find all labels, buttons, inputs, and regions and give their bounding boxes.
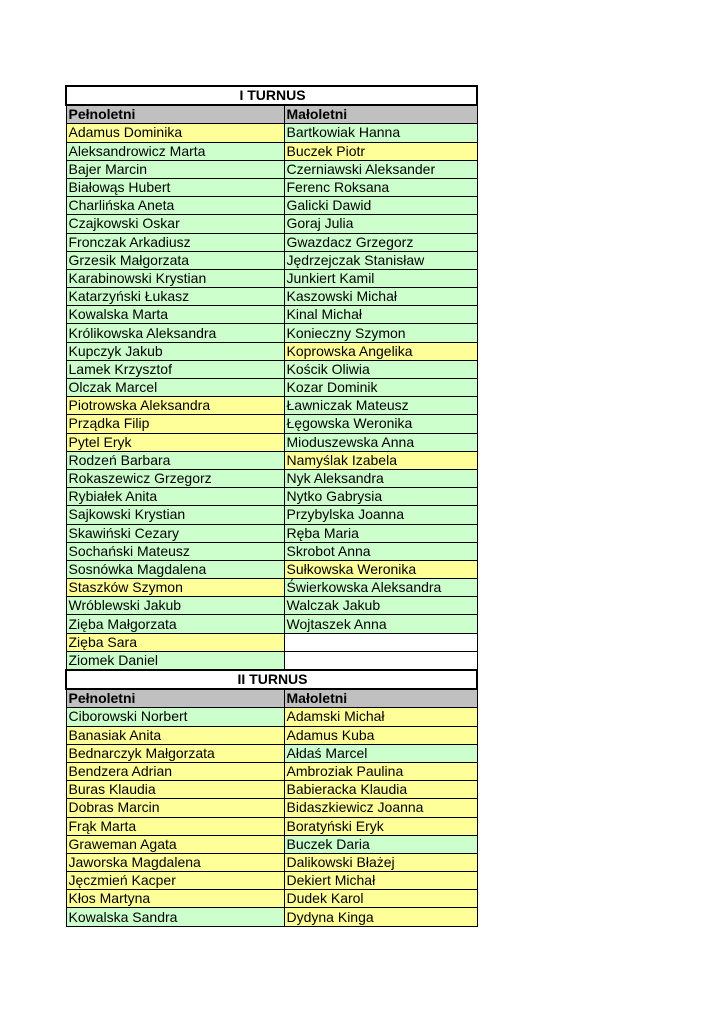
minor-name-cell[interactable]: Boratyński Eryk bbox=[284, 817, 477, 835]
minor-name-cell[interactable]: Kaszowski Michał bbox=[284, 288, 477, 306]
adult-name-cell[interactable]: Bajer Marcin bbox=[66, 160, 284, 178]
table-row bbox=[66, 853, 477, 871]
minor-name-cell[interactable]: Adamus Kuba bbox=[284, 726, 477, 744]
table-row bbox=[66, 233, 477, 251]
minor-name-cell[interactable]: Kościk Oliwia bbox=[284, 360, 477, 378]
minor-name-cell[interactable]: Buczek Piotr bbox=[284, 142, 477, 160]
minor-name-cell[interactable]: Dekiert Michał bbox=[284, 872, 477, 890]
minor-name-cell[interactable]: Kozar Dominik bbox=[284, 379, 477, 397]
table-row bbox=[66, 488, 477, 506]
minor-name-cell[interactable]: Konieczny Szymon bbox=[284, 324, 477, 342]
section-title-turnus-1[interactable]: I TURNUS bbox=[66, 86, 477, 105]
minor-name-cell[interactable]: Sułkowska Weronika bbox=[284, 560, 477, 578]
table-row bbox=[66, 160, 477, 178]
table-row bbox=[66, 781, 477, 799]
column-header-minors[interactable]: Małoletni bbox=[284, 689, 477, 708]
table-row bbox=[66, 651, 477, 670]
adult-name-cell[interactable]: Jaworska Magdalena bbox=[66, 853, 284, 871]
table-row bbox=[66, 415, 477, 433]
table-row bbox=[66, 306, 477, 324]
adult-name-cell[interactable]: Banasiak Anita bbox=[66, 726, 284, 744]
minor-name-cell[interactable] bbox=[284, 633, 477, 651]
adult-name-cell[interactable]: Ciborowski Norbert bbox=[66, 708, 284, 726]
minor-name-cell[interactable]: Wojtaszek Anna bbox=[284, 615, 477, 633]
adult-name-cell[interactable]: Białowąs Hubert bbox=[66, 178, 284, 196]
minor-name-cell[interactable]: Koprowska Angelika bbox=[284, 342, 477, 360]
minor-name-cell[interactable]: Ałdaś Marcel bbox=[284, 744, 477, 762]
table-row bbox=[66, 178, 477, 196]
table-row bbox=[66, 890, 477, 908]
adult-name-cell[interactable]: Rybiałek Anita bbox=[66, 488, 284, 506]
table-row bbox=[66, 744, 477, 762]
minor-name-cell[interactable]: Adamski Michał bbox=[284, 708, 477, 726]
table-row bbox=[66, 215, 477, 233]
adult-name-cell[interactable]: Katarzyński Łukasz bbox=[66, 288, 284, 306]
roster-table-body bbox=[66, 86, 477, 926]
column-header-row bbox=[66, 105, 477, 124]
table-row bbox=[66, 560, 477, 578]
minor-name-cell[interactable]: Świerkowska Aleksandra bbox=[284, 579, 477, 597]
column-header-adults[interactable]: Pełnoletni bbox=[66, 689, 284, 708]
table-row bbox=[66, 451, 477, 469]
table-row bbox=[66, 269, 477, 287]
adult-name-cell[interactable]: Zięba Małgorzata bbox=[66, 615, 284, 633]
adult-name-cell[interactable]: Kowalska Sandra bbox=[66, 908, 284, 926]
table-row bbox=[66, 433, 477, 451]
minor-name-cell[interactable]: Babieracka Klaudia bbox=[284, 781, 477, 799]
adult-name-cell[interactable]: Aleksandrowicz Marta bbox=[66, 142, 284, 160]
minor-name-cell[interactable]: Galicki Dawid bbox=[284, 197, 477, 215]
table-row bbox=[66, 597, 477, 615]
table-row bbox=[66, 324, 477, 342]
minor-name-cell[interactable]: Walczak Jakub bbox=[284, 597, 477, 615]
adult-name-cell[interactable]: Sosnówka Magdalena bbox=[66, 560, 284, 578]
adult-name-cell[interactable]: Buras Klaudia bbox=[66, 781, 284, 799]
column-header-minors[interactable]: Małoletni bbox=[284, 105, 477, 124]
minor-name-cell[interactable]: Jędrzejczak Stanisław bbox=[284, 251, 477, 269]
section-title-row bbox=[66, 670, 477, 689]
table-row bbox=[66, 908, 477, 926]
minor-name-cell[interactable]: Łęgowska Weronika bbox=[284, 415, 477, 433]
minor-name-cell[interactable]: Namyślak Izabela bbox=[284, 451, 477, 469]
adult-name-cell[interactable]: Pytel Eryk bbox=[66, 433, 284, 451]
table-row bbox=[66, 360, 477, 378]
minor-name-cell[interactable]: Bidaszkiewicz Joanna bbox=[284, 799, 477, 817]
table-row bbox=[66, 708, 477, 726]
adult-name-cell[interactable]: Jęczmień Kacper bbox=[66, 872, 284, 890]
adult-name-cell[interactable]: Graweman Agata bbox=[66, 835, 284, 853]
adult-name-cell[interactable]: Zięba Sara bbox=[66, 633, 284, 651]
minor-name-cell[interactable]: Skrobot Anna bbox=[284, 542, 477, 560]
minor-name-cell[interactable]: Goraj Julia bbox=[284, 215, 477, 233]
adult-name-cell[interactable]: Sochański Mateusz bbox=[66, 542, 284, 560]
adult-name-cell[interactable]: Królikowska Aleksandra bbox=[66, 324, 284, 342]
adult-name-cell[interactable]: Prządka Filip bbox=[66, 415, 284, 433]
minor-name-cell[interactable]: Gwazdacz Grzegorz bbox=[284, 233, 477, 251]
minor-name-cell[interactable]: Junkiert Kamil bbox=[284, 269, 477, 287]
adult-name-cell[interactable]: Ziomek Daniel bbox=[66, 651, 284, 670]
minor-name-cell[interactable]: Mioduszewska Anna bbox=[284, 433, 477, 451]
table-row bbox=[66, 542, 477, 560]
adult-name-cell[interactable]: Rokaszewicz Grzegorz bbox=[66, 469, 284, 487]
table-row bbox=[66, 379, 477, 397]
table-row bbox=[66, 342, 477, 360]
adult-name-cell[interactable]: Fronczak Arkadiusz bbox=[66, 233, 284, 251]
table-row bbox=[66, 142, 477, 160]
minor-name-cell[interactable]: Nyk Aleksandra bbox=[284, 469, 477, 487]
adult-name-cell[interactable]: Czajkowski Oskar bbox=[66, 215, 284, 233]
table-row bbox=[66, 726, 477, 744]
adult-name-cell[interactable]: Dobras Marcin bbox=[66, 799, 284, 817]
adult-name-cell[interactable]: Wróblewski Jakub bbox=[66, 597, 284, 615]
adult-name-cell[interactable]: Karabinowski Krystian bbox=[66, 269, 284, 287]
adult-name-cell[interactable]: Kłos Martyna bbox=[66, 890, 284, 908]
spreadsheet bbox=[65, 85, 476, 927]
table-row bbox=[66, 799, 477, 817]
minor-name-cell[interactable]: Ręba Maria bbox=[284, 524, 477, 542]
adult-name-cell[interactable]: Grzesik Małgorzata bbox=[66, 251, 284, 269]
table-row bbox=[66, 197, 477, 215]
table-row bbox=[66, 579, 477, 597]
section-title-turnus-2[interactable]: II TURNUS bbox=[66, 670, 477, 689]
minor-name-cell[interactable]: Kinal Michał bbox=[284, 306, 477, 324]
table-row bbox=[66, 506, 477, 524]
minor-name-cell[interactable]: Dalikowski Błażej bbox=[284, 853, 477, 871]
adult-name-cell[interactable]: Bednarczyk Małgorzata bbox=[66, 744, 284, 762]
adult-name-cell[interactable]: Sajkowski Krystian bbox=[66, 506, 284, 524]
adult-name-cell[interactable]: Frąk Marta bbox=[66, 817, 284, 835]
table-row bbox=[66, 469, 477, 487]
minor-name-cell[interactable]: Ambroziak Paulina bbox=[284, 762, 477, 780]
minor-name-cell[interactable]: Dydyna Kinga bbox=[284, 908, 477, 926]
adult-name-cell[interactable]: Skawiński Cezary bbox=[66, 524, 284, 542]
adult-name-cell[interactable]: Kupczyk Jakub bbox=[66, 342, 284, 360]
adult-name-cell[interactable]: Kowalska Marta bbox=[66, 306, 284, 324]
table-row bbox=[66, 835, 477, 853]
adult-name-cell[interactable]: Olczak Marcel bbox=[66, 379, 284, 397]
minor-name-cell[interactable]: Ławniczak Mateusz bbox=[284, 397, 477, 415]
minor-name-cell[interactable]: Bartkowiak Hanna bbox=[284, 124, 477, 142]
minor-name-cell[interactable]: Dudek Karol bbox=[284, 890, 477, 908]
minor-name-cell[interactable] bbox=[284, 651, 477, 670]
column-header-row bbox=[66, 689, 477, 708]
minor-name-cell[interactable]: Ferenc Roksana bbox=[284, 178, 477, 196]
table-row bbox=[66, 251, 477, 269]
adult-name-cell[interactable]: Piotrowska Aleksandra bbox=[66, 397, 284, 415]
minor-name-cell[interactable]: Buczek Daria bbox=[284, 835, 477, 853]
table-row bbox=[66, 524, 477, 542]
table-row bbox=[66, 288, 477, 306]
adult-name-cell[interactable]: Staszków Szymon bbox=[66, 579, 284, 597]
table-row bbox=[66, 615, 477, 633]
column-header-adults[interactable]: Pełnoletni bbox=[66, 105, 284, 124]
adult-name-cell[interactable]: Rodzeń Barbara bbox=[66, 451, 284, 469]
table-row bbox=[66, 633, 477, 651]
minor-name-cell[interactable]: Nytko Gabrysia bbox=[284, 488, 477, 506]
adult-name-cell[interactable]: Lamek Krzysztof bbox=[66, 360, 284, 378]
table-row bbox=[66, 872, 477, 890]
adult-name-cell[interactable]: Bendzera Adrian bbox=[66, 762, 284, 780]
table-row bbox=[66, 124, 477, 142]
section-title-row bbox=[66, 86, 477, 105]
table-row bbox=[66, 817, 477, 835]
adult-name-cell[interactable]: Charlińska Aneta bbox=[66, 197, 284, 215]
minor-name-cell[interactable]: Przybylska Joanna bbox=[284, 506, 477, 524]
adult-name-cell[interactable]: Adamus Dominika bbox=[66, 124, 284, 142]
roster-table bbox=[65, 85, 478, 927]
table-row bbox=[66, 397, 477, 415]
minor-name-cell[interactable]: Czerniawski Aleksander bbox=[284, 160, 477, 178]
table-row bbox=[66, 762, 477, 780]
